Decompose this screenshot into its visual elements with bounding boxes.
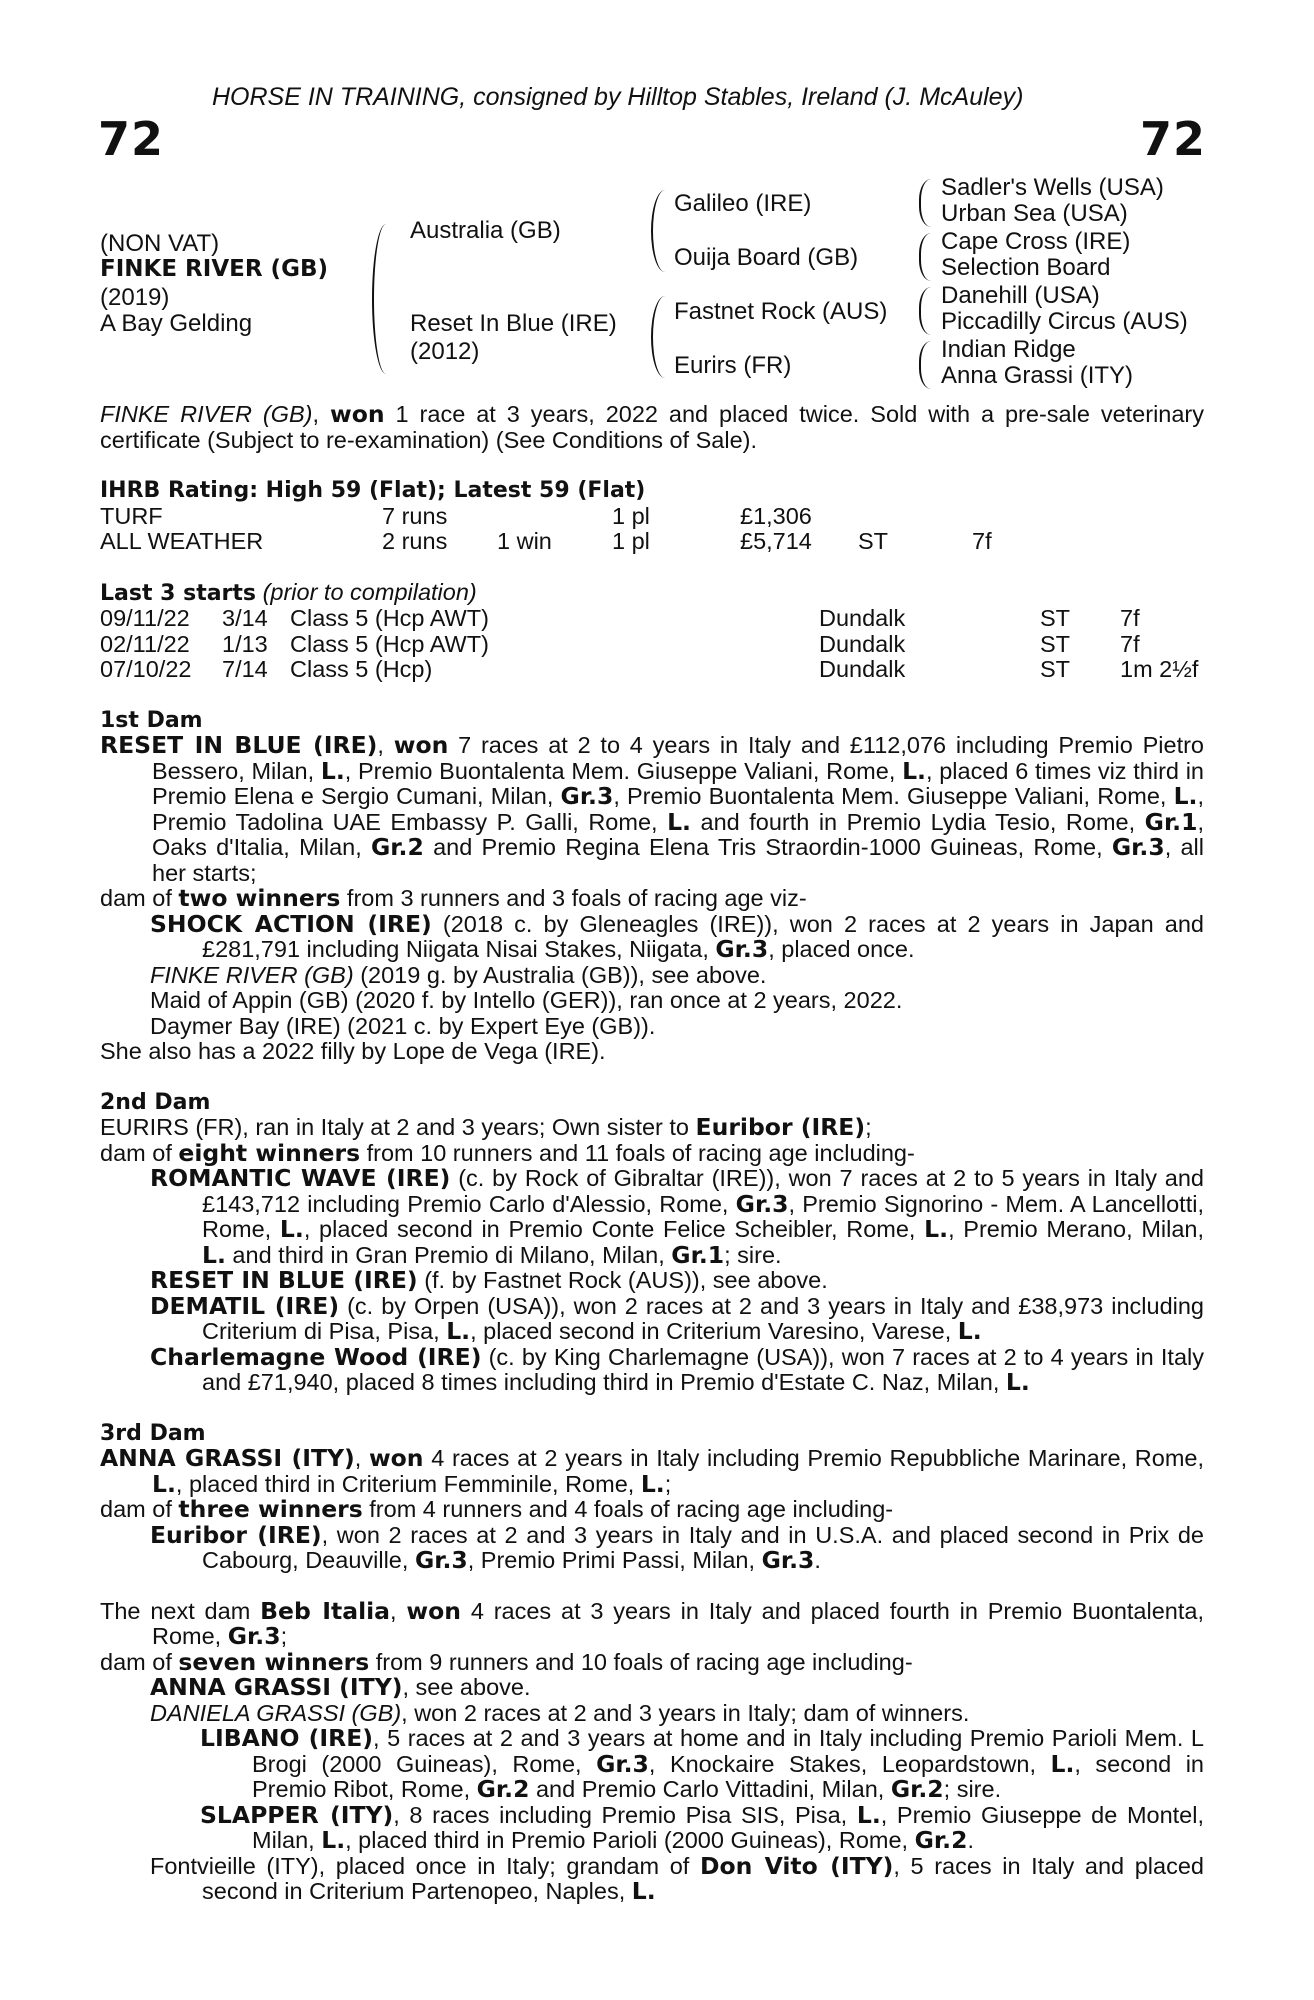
progeny-dematil [100,1291,1204,1345]
text: , Premio Signorino - Mem. A Lancellotti, Rome, [202,1190,1204,1242]
progeny-finke-river [100,963,1204,989]
progeny-name: DEMATIL (IRE) [150,1291,340,1320]
start-course: Dundalk [819,605,906,631]
grade-gr2: Gr.2 [914,1826,968,1854]
start-going: ST [1040,630,1071,657]
text: , won 2 races at 2 and 3 years in Italy and in U.S.A. and placed second in Prix de Cabourg, Deauville, [202,1521,1204,1573]
won-label: won [406,1596,461,1625]
dam4-record [100,1596,1204,1650]
text: ; [664,1470,672,1497]
catalogue-header: HORSE IN TRAINING, consigned by Hilltop Stables, Ireland (J. McAuley) [212,83,1024,111]
progeny-name: ROMANTIC WAVE (IRE) [150,1164,451,1192]
text: and third in Gran Premio di Milano, Milan, [225,1241,672,1268]
grade-listed: L. [667,807,691,836]
winners-count: eight winners [178,1138,361,1167]
ggen-4: Selection Board [941,254,1111,281]
dam2-title: 2nd Dam [100,1089,211,1115]
dam2-record [100,1115,1204,1141]
text: 7 races at 2 to 4 years in Italy and £112,076 including Premio Pietro Bessero, Milan, [152,732,1205,784]
text: (c. by Rock of Gibraltar (IRE)), won 7 races at 2 to 5 years in Italy and £143,712 including Premio Carlo d'Alessio, Rome, [202,1165,1204,1217]
progeny-fontvieille [100,1851,1204,1905]
text: and fourth in Premio Lydia Tesio, Rome, [690,808,1145,835]
start-position: 7/14 [222,656,268,682]
text: and Premio Carlo Vittadini, Milan, [529,1776,891,1802]
text: (c. by King Charlemagne (USA)), won 7 races at 2 to 4 years in Italy and £71,940, placed 8 times including third in Premio d'Estate C. Naz, Milan, [202,1343,1204,1395]
progeny-euribor [100,1520,1204,1574]
grade-gr1: Gr.1 [1144,807,1198,836]
ggen-5: Danehill (USA) [941,282,1100,309]
rating-prize: £5,714 [740,528,812,554]
text: (f. by Fastnet Rock (AUS)), see above. [417,1267,828,1293]
text: , [390,1597,407,1624]
start-distance: 1m 2½f [1120,656,1199,682]
text: , placed 6 times viz third in Premio Elena e Sergio Cumani, Milan, [152,757,1204,809]
start-race: Class 5 (Hcp AWT) [290,605,489,631]
sibling-name: Euribor (IRE) [695,1113,866,1141]
winners-count: seven winners [178,1647,370,1676]
last-starts-title [100,580,1204,607]
rating-surface: TURF [100,502,163,529]
start-going: ST [1040,656,1071,682]
rating-prize: £1,306 [740,502,812,529]
grade-gr3: Gr.3 [715,935,769,963]
grade-gr2: Gr.2 [476,1775,530,1803]
grade-listed: L. [1173,782,1198,810]
text: , won 2 races at 2 and 3 years in Italy; dam of winners. [401,1699,970,1726]
text: and Premio Regina Elena Tris Straordin-1000 Guineas, Rome, [423,834,1112,860]
ggen-8: Anna Grassi (ITY) [941,362,1134,389]
sire-dam: Ouija Board (GB) [674,244,859,271]
progeny-name: RESET IN BLUE (IRE) [150,1266,418,1294]
text: , 8 races including Premio Pisa SIS, Pisa, [393,1801,857,1828]
grade-listed: L. [631,1877,656,1905]
brace-gg-3 [919,287,931,335]
dam-year: (2012) [410,338,480,365]
dam-dam: Eurirs (FR) [674,352,792,379]
progeny-name: Charlemagne Wood (IRE) [150,1342,482,1371]
dam3-title: 3rd Dam [100,1420,206,1446]
start-race: Class 5 (Hcp AWT) [290,630,489,657]
text: , Premio Tadolina UAE Embassy P. Galli, Rome, [152,783,1204,835]
text: dam of [100,1648,179,1675]
grade-gr3: Gr.3 [1111,833,1165,861]
text: Fontvieille (ITY), placed once in Italy; grandam of [150,1852,700,1879]
grade-listed: L. [1050,1749,1075,1778]
lot-number-right: 72 [1139,112,1206,166]
rating-going: ST [858,528,889,554]
progeny-name: ANNA GRASSI (ITY) [150,1673,403,1701]
text: , second in Premio Ribot, Rome, [252,1750,1204,1802]
grade-listed: L. [152,1469,176,1498]
sire: Australia (GB) [410,217,561,244]
horse-name: FINKE RIVER (GB) [100,256,328,282]
dam: Reset In Blue (IRE) [410,310,617,337]
text: 4 races at 2 years in Italy including Premio Repubbliche Marinare, Rome, [423,1445,1204,1471]
brace-gg-1 [919,179,931,227]
last-starts-label: Last 3 starts [100,580,257,606]
grade-listed: L. [320,756,345,785]
intro-horse-name: FINKE RIVER (GB) [100,401,313,427]
text: , see above. [402,1674,531,1700]
rating-title: IHRB Rating: High 59 (Flat); Latest 59 (Flat) [100,478,646,503]
ggen-3: Cape Cross (IRE) [941,228,1131,255]
start-row [100,657,1204,683]
dam3-name: ANNA GRASSI (ITY) [100,1444,355,1472]
grade-listed: L. [202,1240,226,1269]
text: , Premio Primi Passi, Milan, [467,1547,762,1573]
dam1-dam-of [100,886,1204,912]
start-row [100,632,1204,658]
dam1-name: RESET IN BLUE (IRE) [100,731,378,759]
text: , placed third in Premio Parioli (2000 Guineas), Rome, [345,1827,915,1853]
start-going: ST [1040,605,1071,631]
text: , placed second in Criterium Varesino, Varese, [470,1318,958,1344]
start-position: 1/13 [222,630,268,657]
progeny-anna-grassi [100,1675,1204,1701]
ggen-7: Indian Ridge [941,336,1076,363]
text: , placed second in Premio Conte Felice Scheibler, Rome, [303,1216,925,1242]
text: from 4 runners and 4 foals of racing age including- [362,1496,894,1522]
progeny-name: Euribor (IRE) [150,1520,322,1549]
text: , placed third in Criterium Femminile, Rome, [175,1470,641,1497]
text: dam of [100,885,179,911]
winners-count: three winners [178,1495,363,1523]
ggen-6: Piccadilly Circus (AUS) [941,308,1188,335]
intro-paragraph: FINKE RIVER (GB), won 1 race at 3 years, 2022 and placed twice. Sold with a pre-sale veterinary certificate (Subject to re-examination) (See Conditions of Sale). [100,400,1205,453]
text: (2019 g. by Australia (GB)), see above. [353,961,767,988]
text: (2018 c. by Gleneagles (IRE)), won 2 races at 2 years in Japan and £281,791 including Niigata Nisai Stakes, Niigata, [202,910,1204,962]
progeny-romantic-wave [100,1166,1204,1268]
grade-listed: L. [902,756,926,785]
catalogue-body [100,402,1204,1905]
dam3-record: ANNA GRASSI (ITY), won 4 races at 2 years in Italy including Premio Repubbliche Marinare, Rome, L., placed third in Criterium Femminile, Rome, L.; [100,1444,1204,1498]
text: from 3 runners and 3 foals of racing age viz- [340,885,807,911]
start-date: 02/11/22 [100,630,190,657]
ggen-2: Urban Sea (USA) [941,200,1128,227]
grade-gr2: Gr.2 [371,833,424,861]
progeny-daymer-bay: Daymer Bay (IRE) (2021 c. by Expert Eye (GB)). [150,1012,656,1039]
grade-listed: L. [321,1826,346,1854]
grade-listed: L. [1005,1368,1030,1396]
rating-runs: 2 runs [382,528,448,554]
start-date: 07/10/22 [100,656,192,682]
dam3-dam-of [100,1497,1204,1523]
progeny-name: FINKE RIVER (GB) [150,961,354,988]
rating-surface: ALL WEATHER [100,528,264,554]
brace-sire [651,190,665,272]
vat-status: (NON VAT) [100,230,220,257]
grade-gr3: Gr.3 [560,782,614,810]
brace-gg-2 [919,233,931,281]
text: , Premio Buontalenta Mem. Giuseppe Valiani, Rome, [344,757,903,784]
text: . [967,1827,974,1853]
grade-gr3: Gr.3 [414,1546,468,1574]
grade-gr3: Gr.3 [735,1189,789,1218]
sire-sire: Galileo (IRE) [674,190,812,217]
progeny-maid-of-appin: Maid of Appin (GB) (2020 f. by Intello (GER)), ran once at 2 years, 2022. [150,987,903,1013]
progeny-name: SLAPPER (ITY) [200,1800,394,1829]
text: from 10 runners and 11 foals of racing age including- [360,1139,915,1166]
text: , Oaks d'Italia, Milan, [152,808,1204,860]
text: ; sire. [724,1241,782,1268]
horse-description: A Bay Gelding [100,310,253,337]
grade-listed: L. [640,1469,665,1498]
text: ; [865,1114,872,1140]
grade-gr3: Gr.3 [227,1622,281,1650]
text: , Knockaire Stakes, Leopardstown, [648,1750,1051,1777]
progeny-reset-in-blue [100,1268,1204,1294]
lot-number-left: 72 [98,112,165,166]
text: , Premio Giuseppe de Montel, Milan, [252,1801,1205,1853]
text: The next dam [100,1597,261,1624]
won-label: won [330,400,385,428]
grade-gr3: Gr.3 [761,1546,815,1574]
dam1-filly-note: She also has a 2022 filly by Lope de Vega (IRE). [100,1038,606,1064]
text: , all her starts; [152,834,1204,886]
rating-row-aw [100,529,1204,555]
grade-gr2: Gr.2 [890,1775,944,1803]
brace-main [372,224,388,374]
dam2-dam-of [100,1138,1204,1167]
progeny-daniela-grassi [100,1701,1204,1727]
progeny-libano [100,1726,1204,1803]
start-date: 09/11/22 [100,605,190,631]
progeny-name: SHOCK ACTION (IRE) [150,909,432,938]
dam-sire: Fastnet Rock (AUS) [674,298,888,325]
rating-placed: 1 pl [612,502,650,529]
intro-text: 1 race at 3 years, 2022 and placed twice. Sold with a pre-sale veterinary certificate (Subject to re-examination) (See Conditions of Sale). [100,401,1205,453]
dam1-title: 1st Dam [100,707,203,733]
text: dam of [100,1496,179,1522]
text: from 9 runners and 10 foals of racing age including- [369,1648,913,1675]
horse-year: (2019) [100,284,170,311]
won-label: won [393,731,449,759]
start-race: Class 5 (Hcp) [290,656,433,682]
progeny-name: DANIELA GRASSI (GB) [150,1699,402,1726]
start-position: 3/14 [222,605,268,631]
dam1-record: RESET IN BLUE (IRE), won 7 races at 2 to 4 years in Italy and £112,076 including Premio Pietro Bessero, Milan, L., Premio Buontalenta Mem. Giuseppe Valiani, Rome, L., placed 6 times viz third in Premio Elena e Sergio Cumani, Milan, Gr.3, Premio Buontalenta Mem. Giuseppe Valiani, Rome, L., Premio Tadolina UAE Embassy P. Galli, Rome, L. and fourth in Premio Lydia Tesio, Rome, Gr.1, Oaks d'Italia, Milan, Gr.2 and Premio Regina Elena Tris Straordin-1000 Guineas, Rome, Gr.3, all her starts; [100,731,1205,886]
start-course: Dundalk [819,656,906,682]
rating-placed: 1 pl [612,528,650,554]
grade-listed: L. [279,1215,304,1243]
start-distance: 7f [1120,605,1140,631]
text: EURIRS (FR), ran in Italy at 2 and 3 years; Own sister to [100,1114,696,1140]
rating-wins: 1 win [497,528,552,554]
grade-listed: L. [924,1215,949,1243]
text: , 5 races at 2 and 3 years at home and in Italy including Premio Parioli Mem. L Brogi (2000 Guineas), Rome, [252,1725,1204,1777]
won-label: won [368,1444,424,1472]
last-starts-note: (prior to compilation) [262,578,477,605]
text: 4 races at 3 years in Italy and placed fourth in Premio Buontalenta, Rome, [152,1597,1204,1649]
grade-gr1: Gr.1 [671,1240,725,1269]
start-row [100,606,1204,632]
grade-gr3: Gr.3 [596,1749,649,1778]
grade-listed: L. [957,1317,982,1345]
text: ; sire. [943,1776,1002,1802]
brace-gg-4 [919,341,931,389]
brace-dam [651,296,665,378]
dam4-name: Beb Italia [260,1596,391,1625]
progeny-slapper [100,1800,1205,1854]
grade-listed: L. [446,1317,471,1345]
grandprogeny-name: Don Vito (ITY) [699,1851,894,1880]
ggen-1: Sadler's Wells (USA) [941,174,1164,201]
text: , 5 races in Italy and placed second in Criterium Partenopeo, Naples, [202,1852,1204,1904]
text: , Premio Merano, Milan, [948,1216,1204,1242]
text: dam of [100,1139,179,1166]
start-course: Dundalk [819,630,906,657]
progeny-name: LIBANO (IRE) [200,1724,374,1752]
progeny-charlemagne-wood [100,1342,1204,1396]
text: , placed once. [768,936,915,962]
text: , Premio Buontalenta Mem. Giuseppe Valiani, Rome, [613,783,1174,809]
rating-runs: 7 runs [382,502,448,529]
start-distance: 7f [1120,630,1140,657]
progeny-shock-action [100,909,1204,963]
text: ; [280,1623,288,1649]
rating-row-turf [100,504,1204,530]
rating-dist: 7f [972,528,992,554]
winners-count: two winners [178,884,341,912]
grade-listed: L. [856,1800,881,1829]
text: (c. by Orpen (USA)), won 2 races at 2 and 3 years in Italy and £38,973 including Criterium di Pisa, Pisa, [202,1292,1204,1344]
text: . [814,1547,821,1573]
dam4-dam-of [100,1647,1204,1676]
